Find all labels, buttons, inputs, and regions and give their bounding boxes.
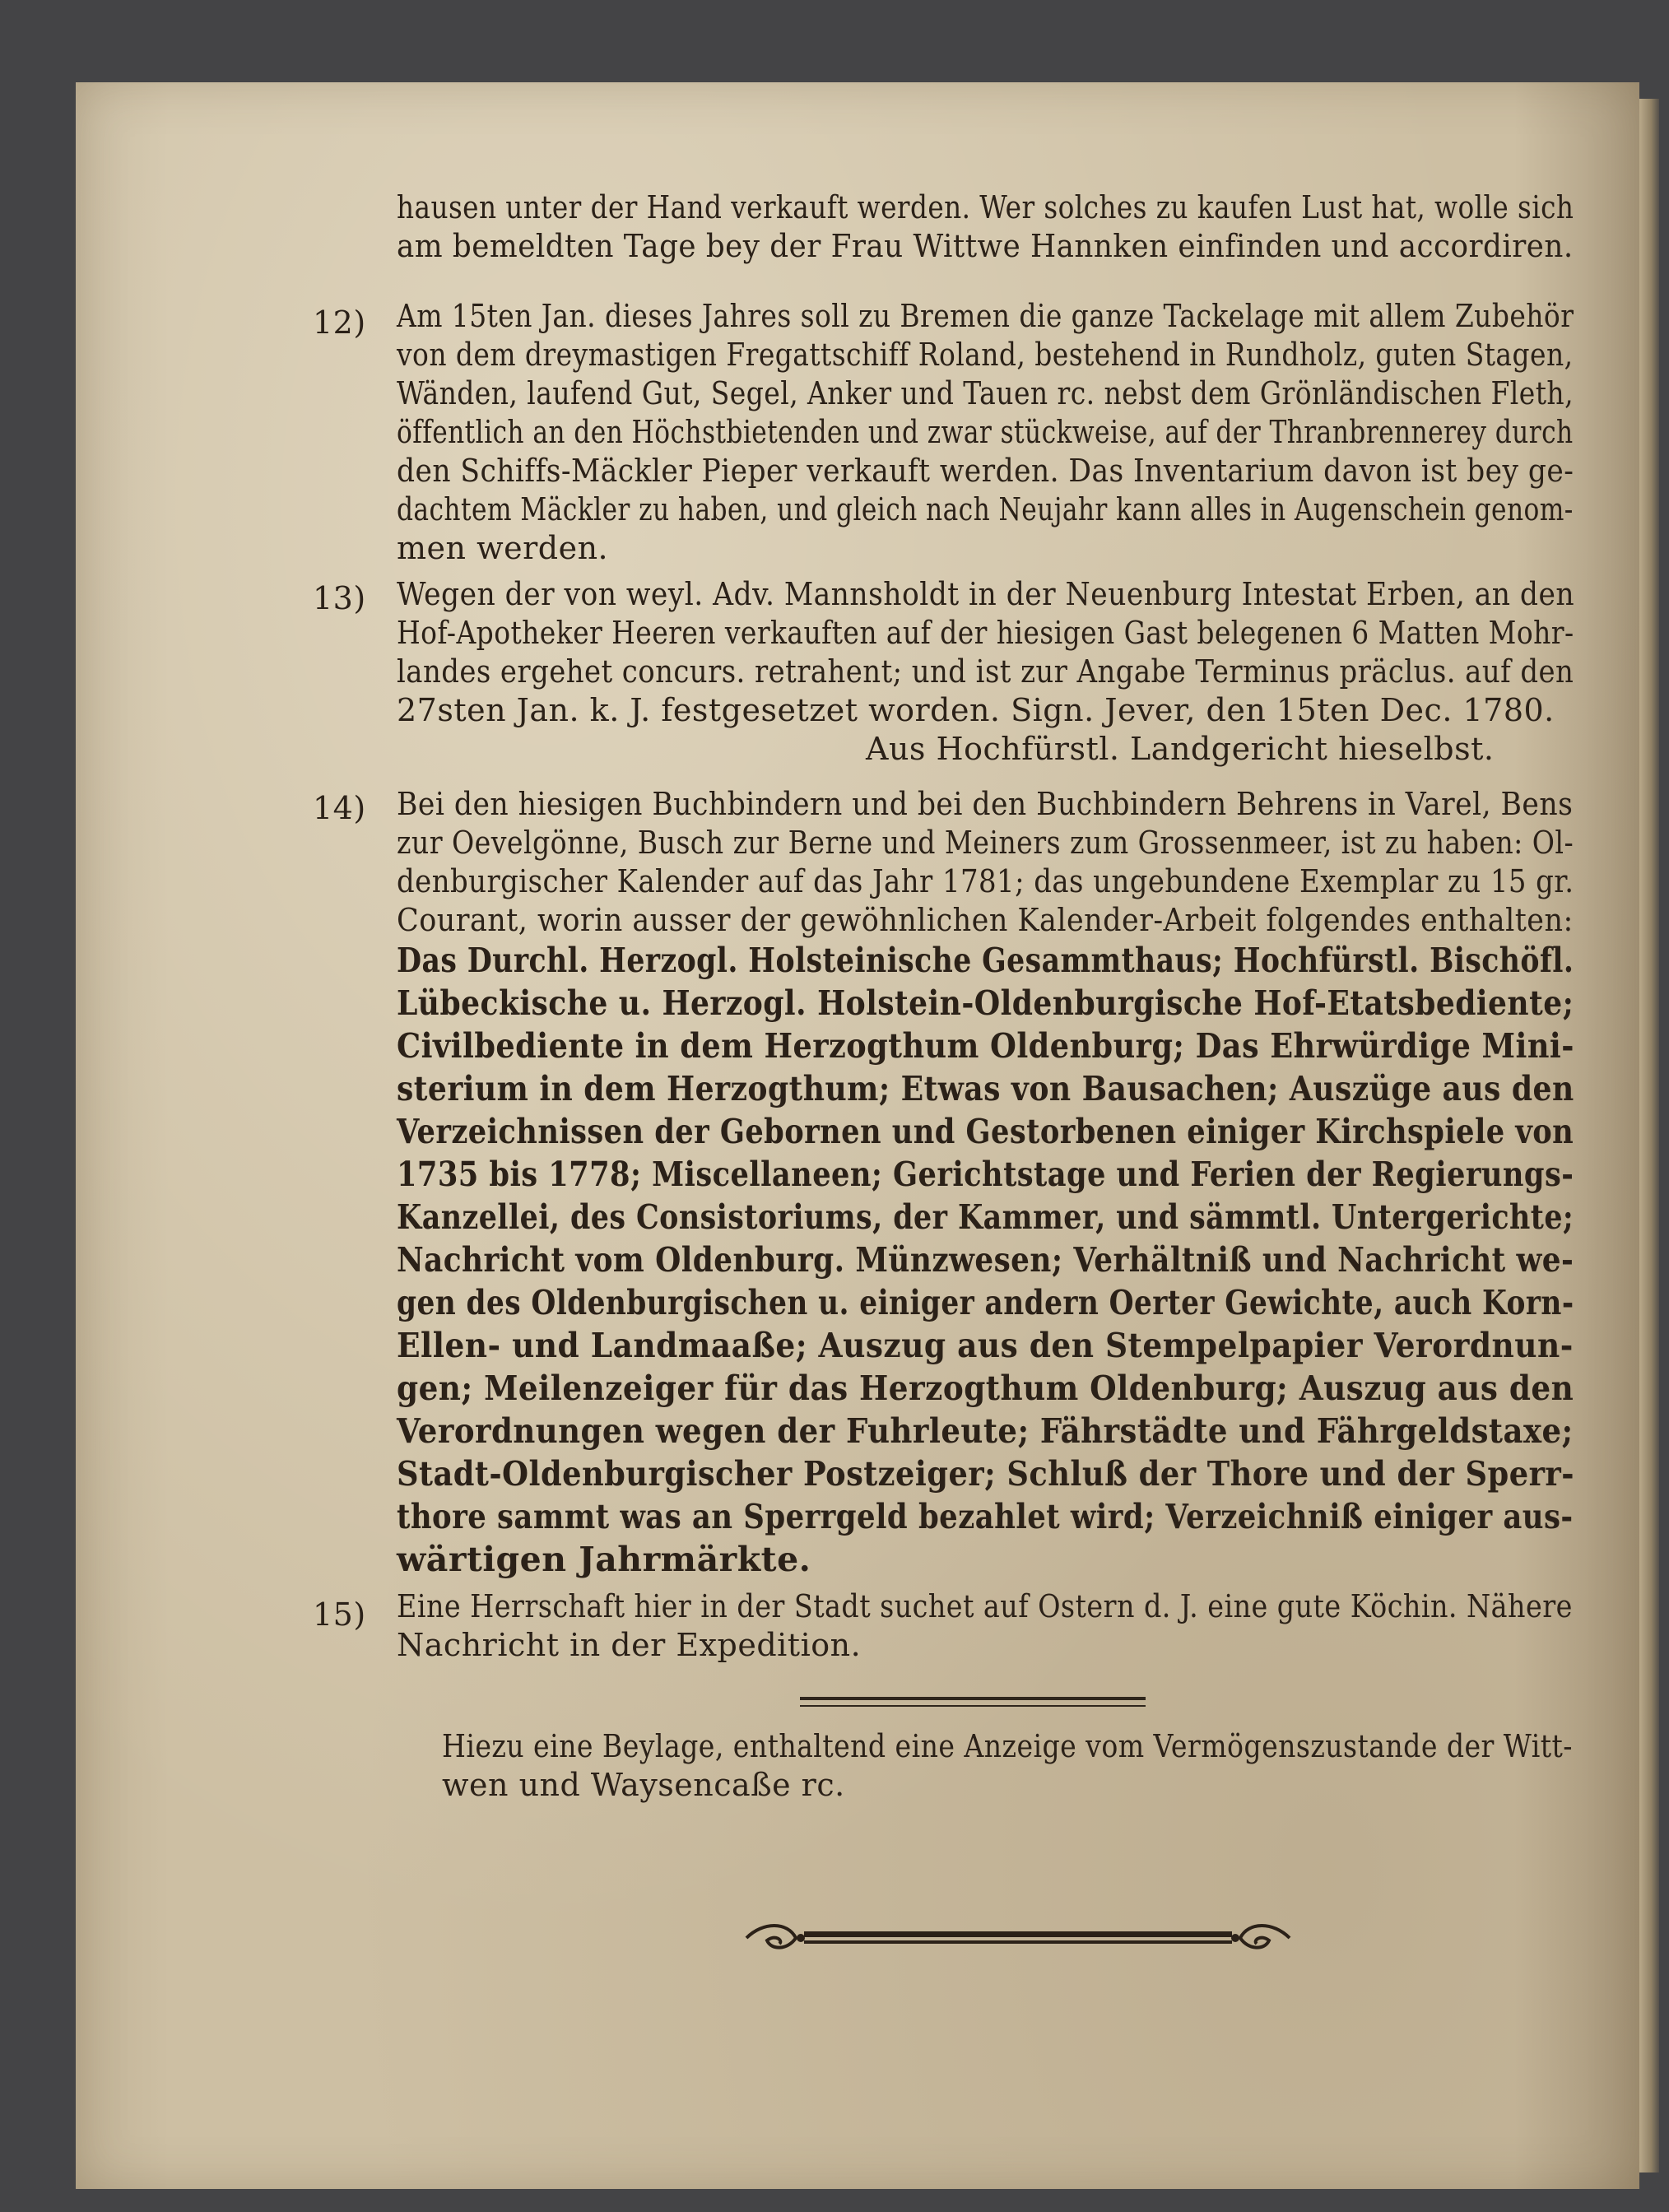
text-line: Ellen- und Landmaaße; Auszug aus den Stempelpapier Verordnun- xyxy=(397,1326,1574,1365)
text-line: landes ergehet concurs. retrahent; und ist zur Angabe Terminus präclus. auf den xyxy=(397,653,1574,690)
text-line: Verzeichnissen der Gebornen und Gestorbenen einiger Kirchspiele von xyxy=(397,1112,1574,1151)
page-edge xyxy=(1639,99,1659,2172)
text-line: 1735 bis 1778; Miscellaneen; Gerichtstage und Ferien der Regierungs- xyxy=(397,1155,1574,1194)
text-line: wärtigen Jahrmärkte. xyxy=(397,1540,811,1579)
text-line: den Schiffs-Mäckler Pieper verkauft werden. Das Inventarium davon ist bey ge- xyxy=(397,453,1574,489)
entry-number: 15) xyxy=(313,1596,366,1633)
separator-rule xyxy=(800,1697,1146,1700)
text-line: Am 15ten Jan. dieses Jahres soll zu Bremen die ganze Tackelage mit allem Zubehör xyxy=(397,298,1574,334)
text-line: wen und Waysencaße rc. xyxy=(442,1767,845,1803)
text-line: Verordnungen wegen der Fuhrleute; Fährstädte und Fährgeldstaxe; xyxy=(397,1411,1574,1451)
text-line: Lübeckische u. Herzogl. Holstein-Oldenburgische Hof-Etatsbediente; xyxy=(397,983,1574,1023)
entry-number: 12) xyxy=(313,304,366,341)
text-line: men werden. xyxy=(397,530,609,566)
text-line: thore sammt was an Sperrgeld bezahlet wird; Verzeichniß einiger aus- xyxy=(397,1497,1574,1536)
text-line: Eine Herrschaft hier in der Stadt suchet auf Ostern d. J. eine gute Köchin. Nähere xyxy=(397,1588,1573,1624)
text-line: Wegen der von weyl. Adv. Mannsholdt in der Neuenburg Intestat Erben, an den xyxy=(397,576,1575,612)
text-line: Civilbediente in dem Herzogthum Oldenburg; Das Ehrwürdige Mini- xyxy=(397,1026,1574,1066)
text-line: Stadt-Oldenburgischer Postzeiger; Schluß der Thore und der Sperr- xyxy=(397,1454,1574,1494)
text-line: Hof-Apotheker Heeren verkauften auf der hiesigen Gast belegenen 6 Matten Mohr- xyxy=(397,615,1574,651)
text-line: hausen unter der Hand verkauft werden. Wer solches zu kaufen Lust hat, wolle sich xyxy=(397,189,1574,225)
text-line: Wänden, laufend Gut, Segel, Anker und Tauen rc. nebst dem Grönländischen Fleth, xyxy=(397,375,1574,411)
newspaper-page xyxy=(76,82,1639,2189)
text-line: Kanzellei, des Consistoriums, der Kammer, und sämmtl. Untergerichte; xyxy=(397,1197,1574,1237)
text-line: von dem dreymastigen Fregattschiff Roland, bestehend in Rundholz, guten Stagen, xyxy=(397,337,1574,373)
text-line: am bemeldten Tage bey der Frau Wittwe Hannken einfinden und accordiren. xyxy=(397,228,1574,264)
text-line: Hiezu eine Beylage, enthaltend eine Anzeige vom Vermögenszustande der Witt- xyxy=(442,1728,1573,1764)
text-line: denburgischer Kalender auf das Jahr 1781; das ungebundene Exemplar zu 15 gr. xyxy=(397,863,1574,899)
text-line: Das Durchl. Herzogl. Holsteinische Gesammthaus; Hochfürstl. Bischöfl. xyxy=(397,941,1574,980)
text-line: öffentlich an den Höchstbietenden und zwar stückweise, auf der Thranbrennerey durch xyxy=(397,414,1574,450)
entry-number: 14) xyxy=(313,790,366,826)
text-line: Courant, worin ausser der gewöhnlichen Kalender-Arbeit folgendes enthalten: xyxy=(397,902,1574,938)
text-line: Nachricht in der Expedition. xyxy=(397,1627,862,1663)
ornament-divider xyxy=(730,1917,1306,1959)
text-line: gen; Meilenzeiger für das Herzogthum Oldenburg; Auszug aus den xyxy=(397,1369,1574,1408)
text-line: Nachricht vom Oldenburg. Münzwesen; Verhältniß und Nachricht we- xyxy=(397,1240,1574,1280)
text-line: Bei den hiesigen Buchbindern und bei den Buchbindern Behrens in Varel, Bens xyxy=(397,786,1574,822)
text-line: gen des Oldenburgischen u. einiger andern Oerter Gewichte, auch Korn- xyxy=(397,1283,1574,1322)
text-line: zur Oevelgönne, Busch zur Berne und Meiners zum Grossenmeer, ist zu haben: Ol- xyxy=(397,825,1574,861)
text-line: sterium in dem Herzogthum; Etwas von Bausachen; Auszüge aus den xyxy=(397,1069,1574,1108)
text-line: dachtem Mäckler zu haben, und gleich nach Neujahr kann alles in Augenschein genom- xyxy=(397,491,1574,527)
text-line: 27sten Jan. k. J. festgesetzet worden. Sign. Jever, den 15ten Dec. 1780. xyxy=(397,692,1555,728)
signature-line: Aus Hochfürstl. Landgericht hieselbst. xyxy=(866,731,1495,767)
entry-number: 13) xyxy=(313,580,366,616)
separator-rule xyxy=(800,1705,1146,1707)
